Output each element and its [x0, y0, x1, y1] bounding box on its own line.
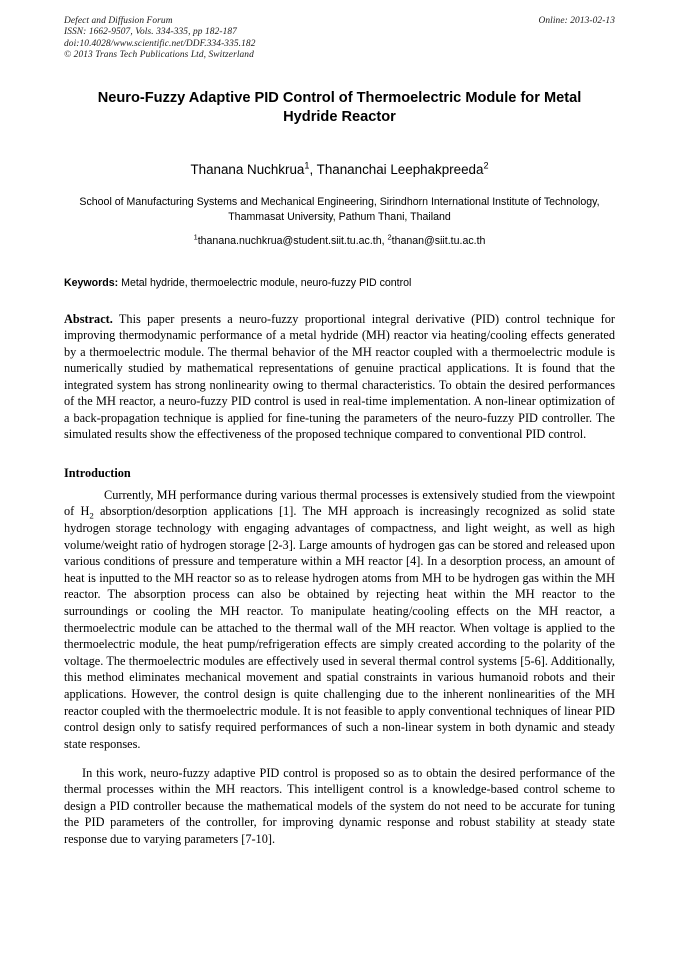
introduction-p1-text-after-subscript: absorption/desorption applications [1]. The MH approach is increasingly recognized as solid state hydrogen storage technology with engaging advantages of compactness, and light weight, as well as high volume/weight ratio of hydrogen storage [2-3]. Large amounts of hydrogen gas can be stored and released upon various conditions of pressure and temperature within a MH reactor [4]. In a desorption process, an amount of heat is inputted to the MH reactor so as to release hydrogen atoms from MH to be hydrogen gas within the MH reactor. The absorption process can also be obtained by rejecting heat within the MH reactor to the surroundings or cooling the MH reactor. To manipulate heating/cooling effects on the MH reactor, a thermoelectric module can be attached to the thermal wall of the MH reactor. When voltage is applied to the thermoelectric module, the heat pump/refrigeration effects are simply created according to the polarity of the voltage. The thermoelectric modules are effectively used in several thermal control systems [5-6]. Additionally, this method eliminates mechanical movement and spatial constraints in various humanoid robots and their applications. However, the control design is quite challenging due to the inherent nonlinearities of the MH reactor coupled with the thermoelectric module. It is not feasible to apply conventional techniques of linear PID control design only to satisfy required performances of such a non-linear system in both dynamic and steady state responses. [64, 504, 616, 751]
introduction-p1-text-before-subscript: Currently, MH performance during various thermal processes is extensively studied from the viewpoint of H [64, 487, 615, 519]
introduction-paragraph-1 [64, 487, 615, 753]
author-separator: , [309, 161, 317, 177]
section-heading-introduction: Introduction [64, 465, 131, 480]
journal-doi-line: doi:10.4028/www.scientific.net/DDF.334-335.182 [64, 38, 256, 49]
introduction-paragraph-2: In this work, neuro-fuzzy adaptive PID control is proposed so as to obtain the desired performance of the thermal processes within the MH reactors. This intelligent control is a knowledge-based control scheme to design a PID controller because the mathematical models of the system do not need to be accurate for tuning the PID parameters of the controller, for improving dynamic response and robust stability at steady state response due to varying parameters [7-10]. [64, 765, 615, 846]
author-name-1: Thanana Nuchkrua [190, 161, 305, 177]
affiliation-text: School of Manufacturing Systems and Mechanical Engineering, Sirindhorn International Institute of Technology, Thammasat University, Pathum Thani, Thailand [79, 195, 600, 224]
journal-header [64, 0, 615, 62]
keywords-value: Metal hydride, thermoelectric module, neuro-fuzzy PID control [118, 276, 412, 289]
email-address-1: thanana.nuchkrua@student.siit.tu.ac.th, [197, 234, 388, 247]
author-affiliation-marker-1: 1 [304, 160, 310, 171]
author-affiliation-marker-2: 2 [483, 160, 489, 171]
email-address-2: thanan@siit.tu.ac.th [391, 234, 486, 247]
keywords-label: Keywords: [64, 276, 119, 289]
abstract-text: This paper presents a neuro-fuzzy proportional integral derivative (PID) control technique for improving thermodynamic performance of a metal hydride (MH) reactor via heating/cooling effects generated by a thermoelectric module. The thermal behavior of the MH reactor coupled with a thermoelectric module is numerically studied by mathematical representations of genuine practical applications. It is found that the integrated system has strong nonlinearity owing to thermal characteristics. To obtain the desired performances of the MH reactor, a neuro-fuzzy PID control is used in real-time implementation. A non-linear optimization of a back-propagation technique is applied for fine-tuning the parameters of the neuro-fuzzy PID controller. The simulated results show the effectiveness of the proposed technique compared to conventional PID control. [64, 311, 615, 442]
abstract-label: Abstract. [64, 311, 113, 326]
abstract-section [64, 311, 615, 443]
email-marker-1: 1 [193, 232, 198, 242]
keywords-section [64, 276, 615, 291]
hydrogen-subscript: 2 [89, 510, 94, 521]
author-list [64, 161, 615, 178]
journal-name: Defect and Diffusion Forum [64, 16, 173, 26]
email-marker-2: 2 [387, 232, 392, 242]
author-name-2: Thananchai Leephakpreeda [316, 161, 484, 177]
page-content [64, 0, 615, 860]
page-title: Neuro-Fuzzy Adaptive PID Control of Thermoelectric Module for Metal Hydride Reactor [97, 89, 582, 126]
author-emails [64, 234, 615, 249]
journal-copyright-line: © 2013 Trans Tech Publications Ltd, Switzerland [64, 50, 254, 61]
journal-issn-line: ISSN: 1662-9507, Vols. 334-335, pp 182-187 [64, 27, 237, 38]
journal-online-date: Online: 2013-02-13 [538, 16, 615, 26]
